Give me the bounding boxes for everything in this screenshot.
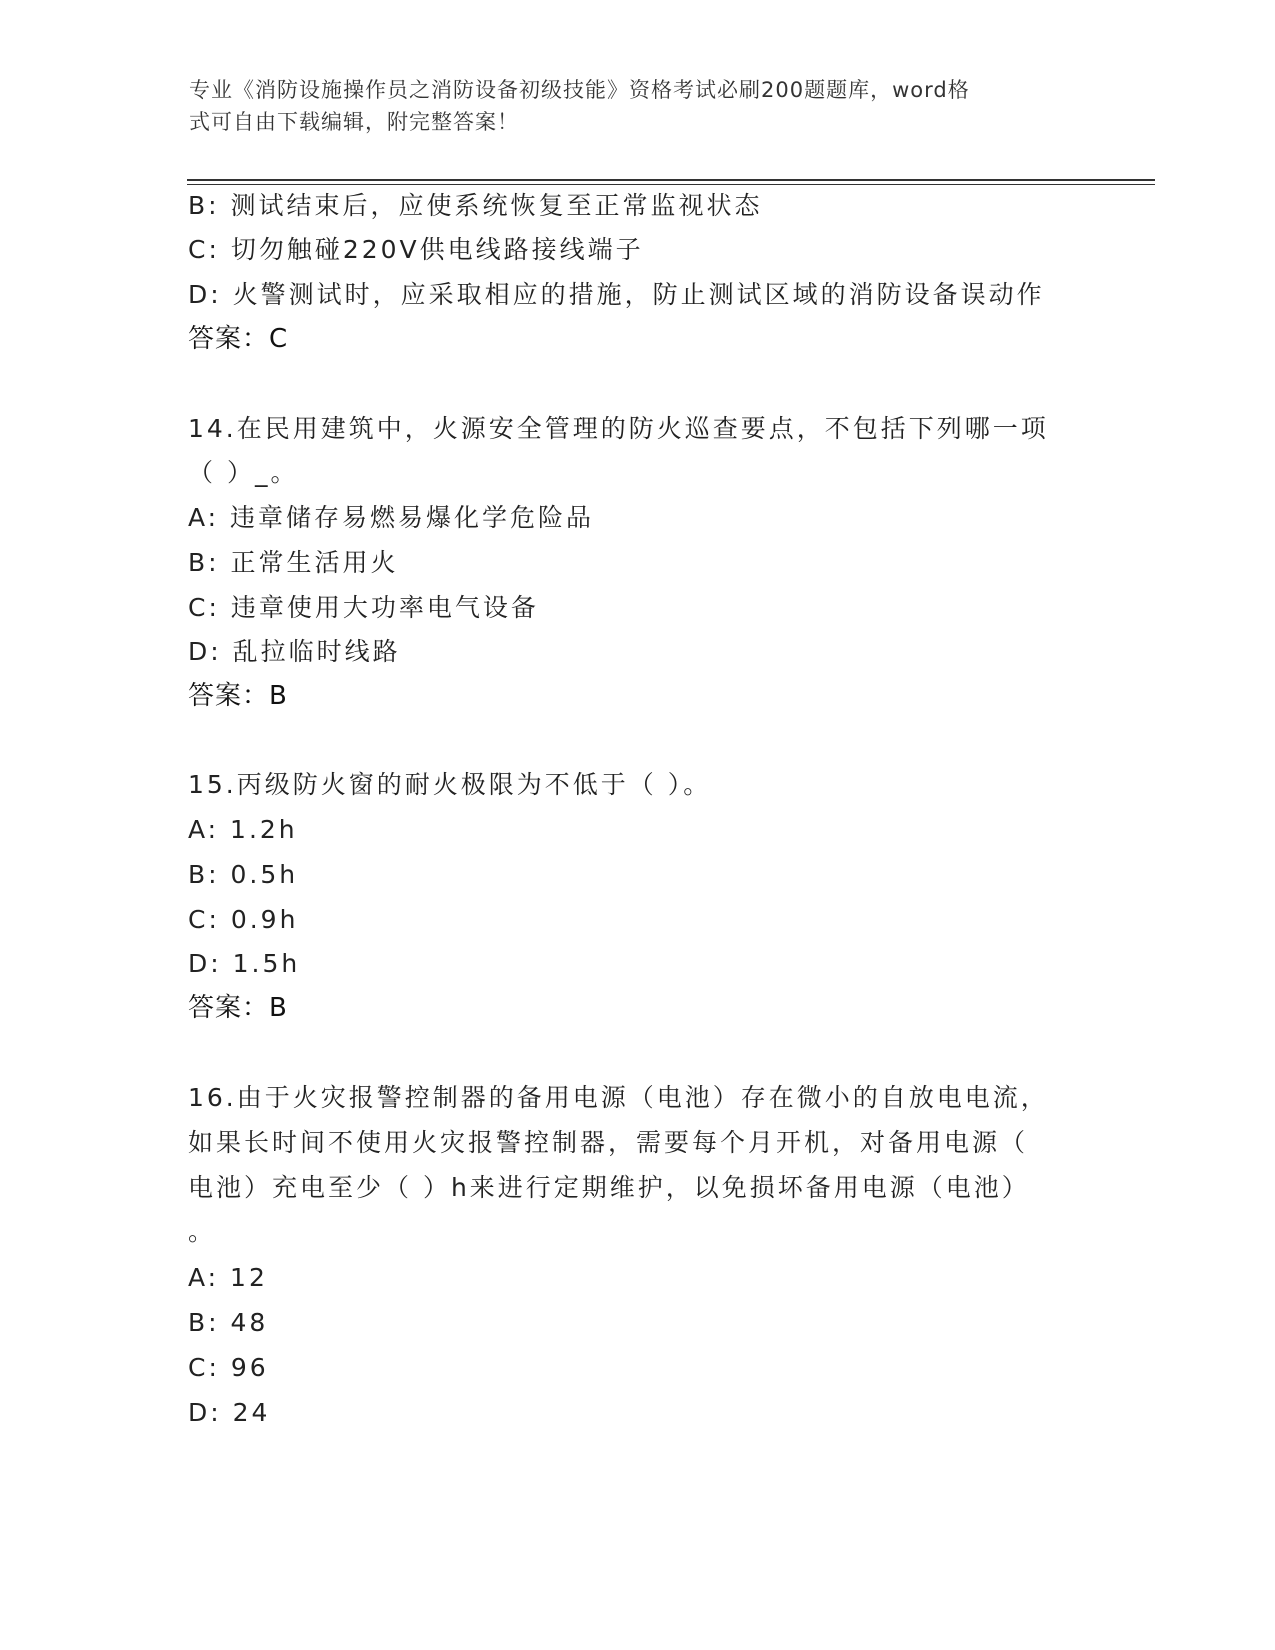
q16-stem-line-4: 。 [188, 1217, 217, 1246]
q14-option-c: C: 违章使用大功率电气设备 [188, 593, 539, 622]
header-divider-thick [187, 179, 1155, 181]
q16-stem-line-3: 电池）充电至少（ ）h来进行定期维护，以免损坏备用电源（电池） [188, 1173, 1030, 1202]
q14-answer: 答案：B [188, 681, 288, 711]
document-header [189, 74, 1089, 138]
q13-option-b: B: 测试结束后，应使系统恢复至正常监视状态 [188, 191, 763, 220]
q16-stem-line-2: 如果长时间不使用火灾报警控制器，需要每个月开机，对备用电源（ [188, 1128, 1029, 1157]
q16-option-a: A: 12 [188, 1263, 268, 1292]
q15-option-a: A: 1.2h [188, 815, 298, 844]
q15-option-c: C: 0.9h [188, 905, 299, 934]
header-line-1: 专业《消防设施操作员之消防设备初级技能》资格考试必刷200题题库，word格 [189, 78, 970, 102]
header-line-2: 式可自由下载编辑，附完整答案！ [189, 110, 519, 134]
q13-option-d: D: 火警测试时，应采取相应的措施，防止测试区域的消防设备误动作 [188, 280, 1045, 309]
q16-stem-line-1: 16.由于火灾报警控制器的备用电源（电池）存在微小的自放电电流， [188, 1083, 1049, 1112]
q15-answer: 答案：B [188, 993, 288, 1023]
q13-option-c: C: 切勿触碰220V供电线路接线端子 [188, 235, 644, 264]
header-divider-thin [187, 184, 1155, 185]
q14-stem-line-2: （ ）_。 [188, 458, 299, 487]
q15-option-d: D: 1.5h [188, 949, 301, 978]
q15-option-b: B: 0.5h [188, 860, 299, 889]
q13-answer: 答案：C [188, 324, 289, 354]
q14-option-d: D: 乱拉临时线路 [188, 637, 401, 666]
q15-stem-line-1: 15.丙级防火窗的耐火极限为不低于（ ）。 [188, 770, 712, 799]
q14-option-a: A: 违章储存易燃易爆化学危险品 [188, 503, 595, 532]
q14-stem-line-1: 14.在民用建筑中，火源安全管理的防火巡查要点，不包括下列哪一项 [188, 414, 1049, 443]
q16-option-b: B: 48 [188, 1308, 269, 1337]
q16-option-c: C: 96 [188, 1353, 269, 1382]
q14-option-b: B: 正常生活用火 [188, 548, 399, 577]
q16-option-d: D: 24 [188, 1398, 271, 1427]
